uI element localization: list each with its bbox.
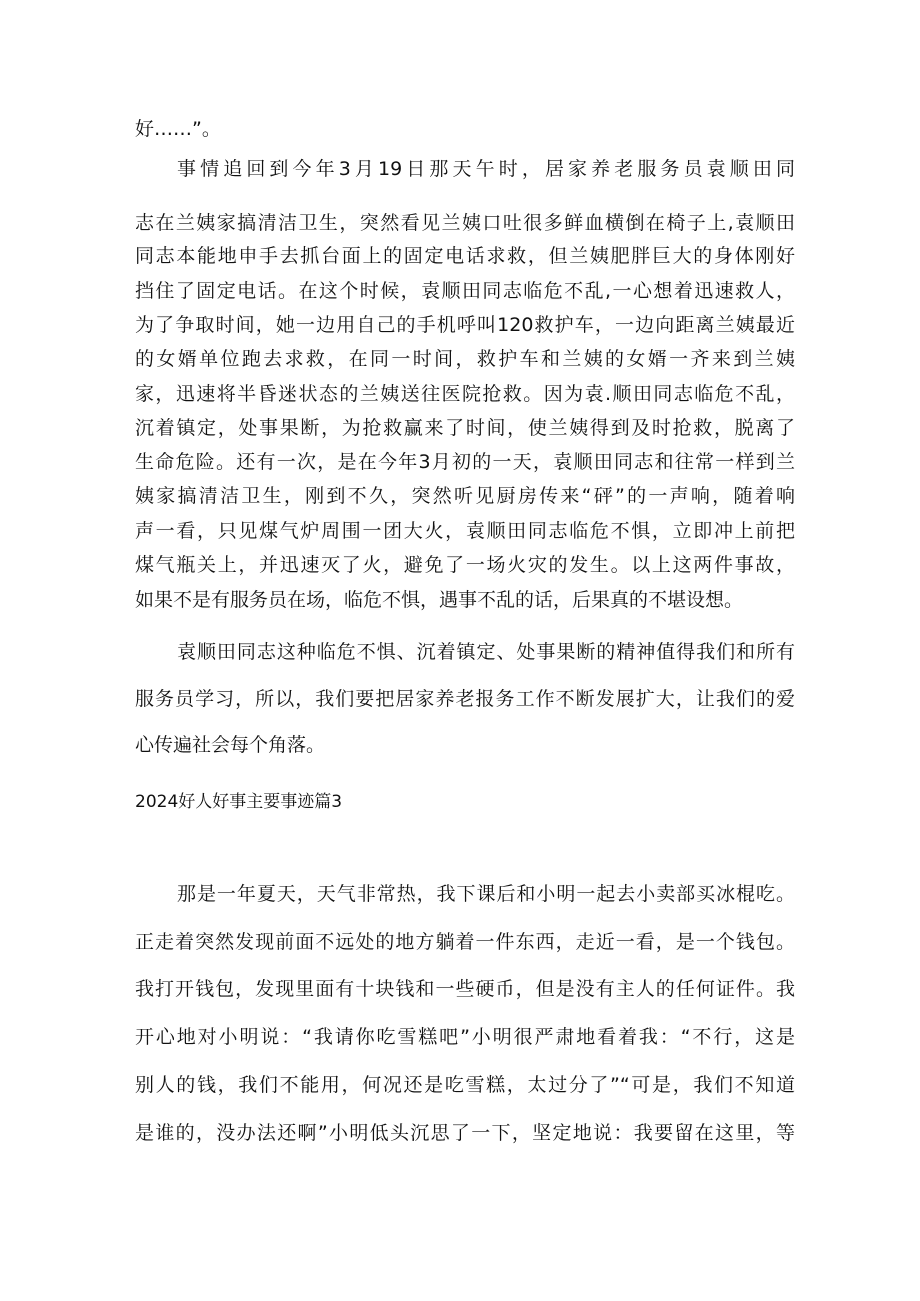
text-line: 志在兰姨家搞清洁卫生，突然看见兰姨口吐很多鲜血横倒在椅子上,袁顺田 xyxy=(135,212,795,234)
text-line: 家，迅速将半昏迷状态的兰姨送往医院抢救。因为袁.顺田同志临危不乱， xyxy=(135,383,795,405)
text-line: 如果不是有服务员在场，临危不惧，遇事不乱的话，后果真的不堪设想。 xyxy=(135,589,744,611)
text-line: 那是一年夏天，天气非常热，我下课后和小明一起去小卖部买冰棍吃。 xyxy=(177,883,795,905)
text-line: 事情追回到今年3月19日那天午时，居家养老服务员袁顺田同 xyxy=(177,158,795,180)
text-line: 姨家搞清洁卫生，刚到不久，突然听见厨房传来“砰”的一声响，随着响 xyxy=(135,485,795,507)
text-line: 服务员学习，所以，我们要把居家养老报务工作不断发展扩大，让我们的爱 xyxy=(135,688,795,710)
text-line: 是谁的，没办法还啊”小明低头沉思了一下，坚定地说：我要留在这里，等 xyxy=(135,1122,795,1144)
section-heading: 2024好人好事主要事迹篇3 xyxy=(135,792,343,812)
text-line: 为了争取时间，她一边用自己的手机呼叫120救护车，一边向距离兰姨最近 xyxy=(135,314,795,336)
text-line: 煤气瓶关上，并迅速灭了火，避免了一场火灾的发生。以上这两件事故， xyxy=(135,554,795,576)
text-line: 别人的钱，我们不能用，何况还是吃雪糕，太过分了”“可是，我们不知道 xyxy=(135,1074,795,1096)
text-line: 沉着镇定，处事果断，为抢救赢来了时间，使兰姨得到及时抢救，脱离了 xyxy=(135,417,795,439)
text-line: 好……”。 xyxy=(135,118,221,140)
text-line: 心传遍社会每个角落。 xyxy=(135,734,326,756)
text-line: 挡住了固定电话。在这个时候，袁顺田同志临危不乱,一心想着迅速救人， xyxy=(135,280,795,302)
text-line: 我打开钱包，发现里面有十块钱和一些硬币，但是没有主人的任何证件。我 xyxy=(135,978,795,1000)
text-line: 的女婿单位跑去求救，在同一时间，救护车和兰姨的女婿一齐来到兰姨 xyxy=(135,348,795,370)
text-line: 生命危险。还有一次，是在今年3月初的一天，袁顺田同志和往常一样到兰 xyxy=(135,451,795,473)
text-line: 袁顺田同志这种临危不惧、沉着镇定、处事果断的精神值得我们和所有 xyxy=(177,641,795,663)
text-line: 正走着突然发现前面不远处的地方躺着一件东西，走近一看，是一个钱包。 xyxy=(135,931,795,953)
text-line: 同志本能地申手去抓台面上的固定电话求救，但兰姨肥胖巨大的身体刚好 xyxy=(135,245,795,267)
text-line: 声一看，只见煤气炉周围一团大火，袁顺田同志临危不惧，立即冲上前把 xyxy=(135,520,795,542)
text-line: 开心地对小明说：“我请你吃雪糕吧”小明很严肃地看着我：“不行，这是 xyxy=(135,1026,795,1048)
